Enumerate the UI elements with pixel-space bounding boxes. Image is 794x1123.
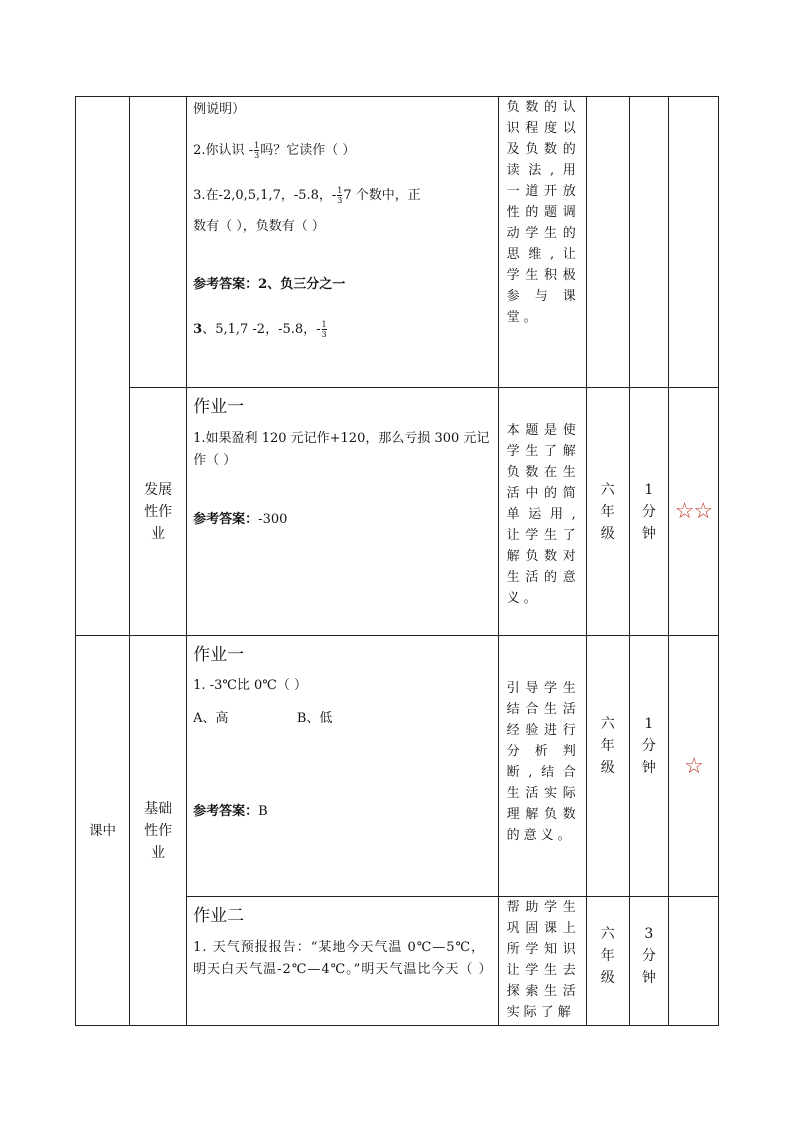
stage-label: 课中 [89, 822, 117, 839]
time-unit: 分钟 [641, 738, 656, 776]
homework-title: 作业二 [193, 906, 245, 926]
options [193, 709, 491, 728]
grade-cell [586, 388, 629, 636]
stage-cell [76, 636, 130, 1026]
time-num: 3 [644, 926, 654, 942]
time-unit: 分钟 [641, 948, 656, 986]
time-unit: 分钟 [641, 503, 656, 542]
type-cell [130, 388, 187, 636]
question-3: 3.在-2,0,5,1,7，-5.8，- $\frac{1}{3}$ 7 个数中，正 [193, 186, 421, 205]
design-intent: 本题是使学生了解负数在生活中的简单运用,让学生了解负数对生活的意义。 [506, 423, 580, 606]
stage-cell [76, 97, 130, 636]
fraction: $\frac{1}{3}$ [321, 320, 327, 339]
time-num: 1 [644, 481, 654, 498]
level-cell [668, 97, 718, 388]
question-2: 2.你认识 - $\frac{1}{3}$ 吗？它读作（ ） [193, 141, 356, 160]
content-cell [187, 897, 498, 1026]
type-cell [130, 636, 187, 1026]
answer-line: 参考答案：2、负三分之一 [193, 277, 346, 292]
grade-label: 六年级 [600, 926, 615, 986]
intent-cell [498, 97, 586, 388]
answer-line: 参考答案：-300 [193, 512, 288, 527]
question-1: 1. 天气预报报告：“某地今天气温 0℃—5℃，明天白天气温-2℃—4℃。”明天气温比今天（ ） [193, 940, 493, 977]
time-num: 1 [644, 716, 654, 732]
content-cell [187, 388, 498, 636]
homework-design-table [75, 96, 719, 1026]
content-cell [187, 636, 498, 897]
question-3-line2: 数有（ ），负数有（ ） [193, 219, 325, 234]
fraction: $\frac{1}{3}$ [254, 141, 260, 160]
table-row [76, 388, 719, 636]
option-b: B、低 [296, 711, 333, 726]
intent-cell [498, 897, 586, 1026]
table-row [76, 97, 719, 388]
homework-title: 作业一 [193, 397, 245, 417]
grade-cell [586, 897, 629, 1026]
star-rating: ☆ [684, 753, 703, 779]
design-intent: 负数的认识程度以及负数的读法,用一道开放性的题调动学生的思维,让学生积极参与课堂。 [506, 100, 580, 325]
time-cell [629, 97, 668, 388]
level-cell [668, 388, 718, 636]
time-cell [629, 897, 668, 1026]
grade-label: 六年级 [600, 481, 615, 542]
design-intent: 引导学生结合生活经验进行分析判断,结合生活实际理解负数的意义。 [506, 681, 580, 843]
question-1: 1.如果盈利 120 元记作+120，那么亏损 300 元记作（ ） [193, 431, 490, 468]
grade-cell [586, 636, 629, 897]
time-cell [629, 636, 668, 897]
level-cell [668, 636, 718, 897]
intent-cell [498, 388, 586, 636]
question-1: 1. -3℃比 0℃（ ） [193, 678, 307, 693]
homework-title: 作业一 [193, 645, 245, 665]
type-label: 发展性作业 [144, 481, 173, 542]
grade-label: 六年级 [600, 716, 615, 776]
fraction: $\frac{1}{3}$ [337, 186, 343, 205]
grade-cell [586, 97, 629, 388]
level-cell [668, 897, 718, 1026]
content-line: 例说明） [193, 102, 246, 117]
answer-line: 参考答案：B [193, 804, 268, 819]
answer-line: 3、5,1,7 -2，-5.8，- $\frac{1}{3}$ [193, 320, 327, 339]
design-intent: 帮助学生巩固课上所学知识让学生去探索生活实际了解 [506, 900, 580, 1020]
type-label: 基础性作业 [144, 800, 173, 861]
content-cell [187, 97, 498, 388]
star-rating: ☆☆ [674, 499, 713, 524]
table-row [76, 636, 719, 897]
type-cell [130, 97, 187, 388]
option-a: A、高 [193, 711, 229, 726]
intent-cell [498, 636, 586, 897]
time-cell [629, 388, 668, 636]
